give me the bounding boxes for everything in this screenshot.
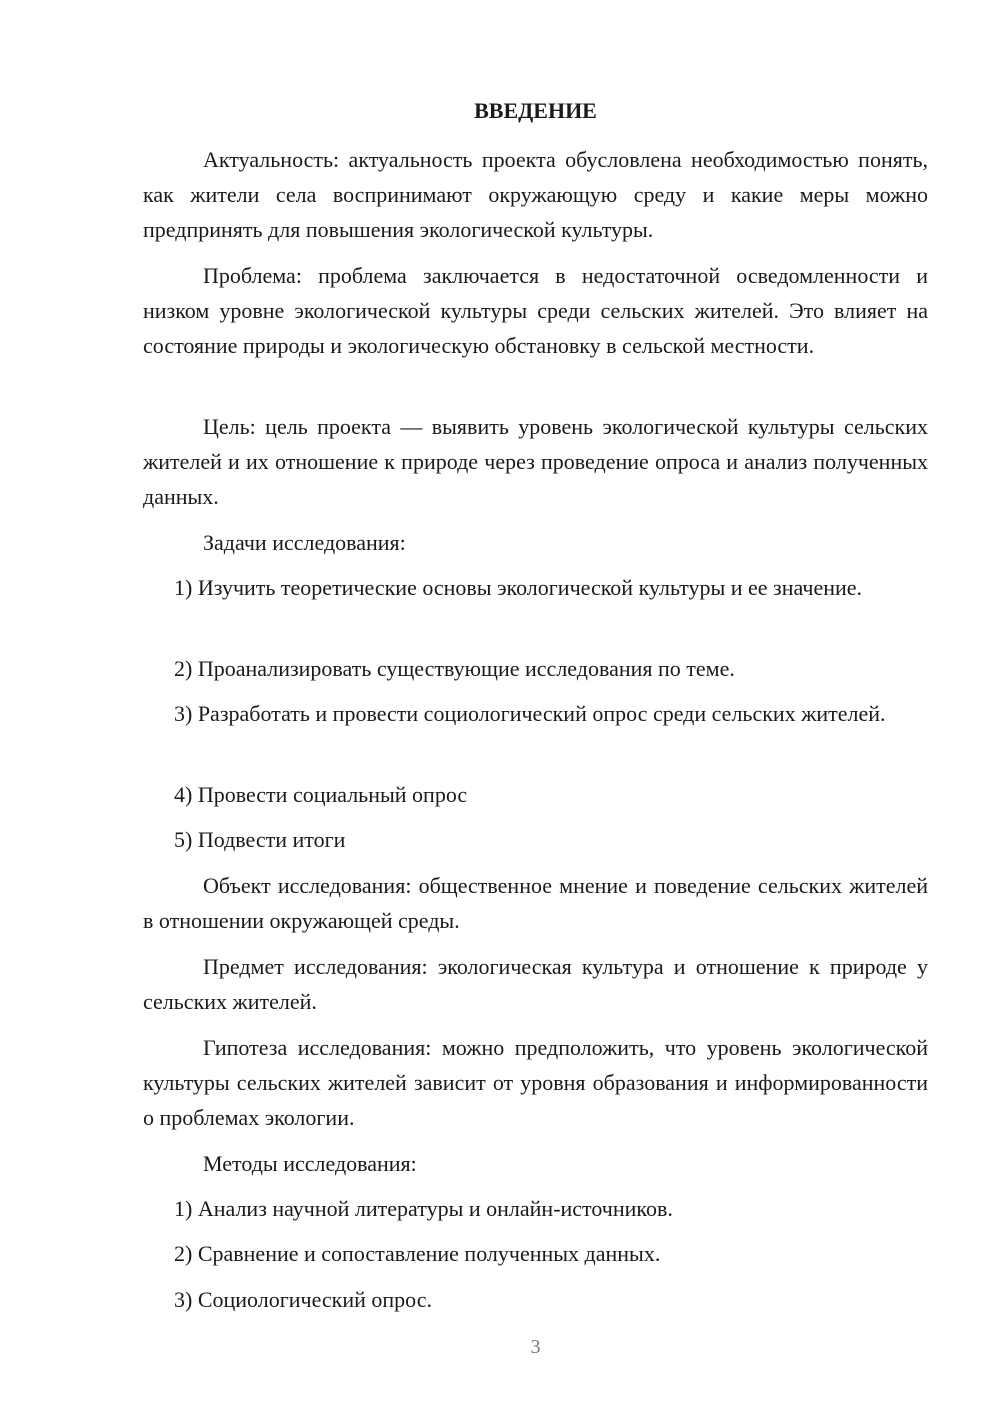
relevance-paragraph: Актуальность: актуальность проекта обусловлена необходимостью понять, как жители села воспринимают окружающую среду и какие меры можно предпринять для повышения экологической культуры. <box>143 147 928 242</box>
task-item-2: 2) Проанализировать существующие исследования по теме. <box>174 656 735 681</box>
problem-paragraph: Проблема: проблема заключается в недостаточной осведомленности и низком уровне экологической культуры среди сельских жителей. Это влияет на состояние природы и экологическую обстановку в сельской местности. <box>143 263 928 358</box>
methods-heading: Методы исследования: <box>203 1151 417 1176</box>
task-item-1: 1) Изучить теоретические основы экологической культуры и ее значение. <box>174 575 863 600</box>
method-item-2: 2) Сравнение и сопоставление полученных данных. <box>174 1241 661 1266</box>
object-paragraph: Объект исследования: общественное мнение и поведение сельских жителей в отношении окружающей среды. <box>143 873 928 933</box>
document-page <box>143 0 928 1414</box>
goal-paragraph: Цель: цель проекта — выявить уровень экологической культуры сельских жителей и их отношение к природе через проведение опроса и анализ полученных данных. <box>143 414 928 509</box>
task-item-5: 5) Подвести итоги <box>174 827 346 852</box>
hypothesis-paragraph: Гипотеза исследования: можно предположить, что уровень экологической культуры сельских жителей зависит от уровня образования и информированности о проблемах экологии. <box>143 1035 928 1130</box>
method-item-3: 3) Социологический опрос. <box>174 1287 432 1312</box>
page-number: 3 <box>530 1336 541 1358</box>
tasks-heading: Задачи исследования: <box>203 530 406 555</box>
section-title: ВВЕДЕНИЕ <box>474 98 597 123</box>
task-item-4: 4) Провести социальный опрос <box>174 782 468 807</box>
subject-paragraph: Предмет исследования: экологическая культура и отношение к природе у сельских жителей. <box>143 954 928 1014</box>
task-item-3: 3) Разработать и провести социологический опрос среди сельских жителей. <box>174 701 886 726</box>
method-item-1: 1) Анализ научной литературы и онлайн-источников. <box>174 1196 673 1221</box>
